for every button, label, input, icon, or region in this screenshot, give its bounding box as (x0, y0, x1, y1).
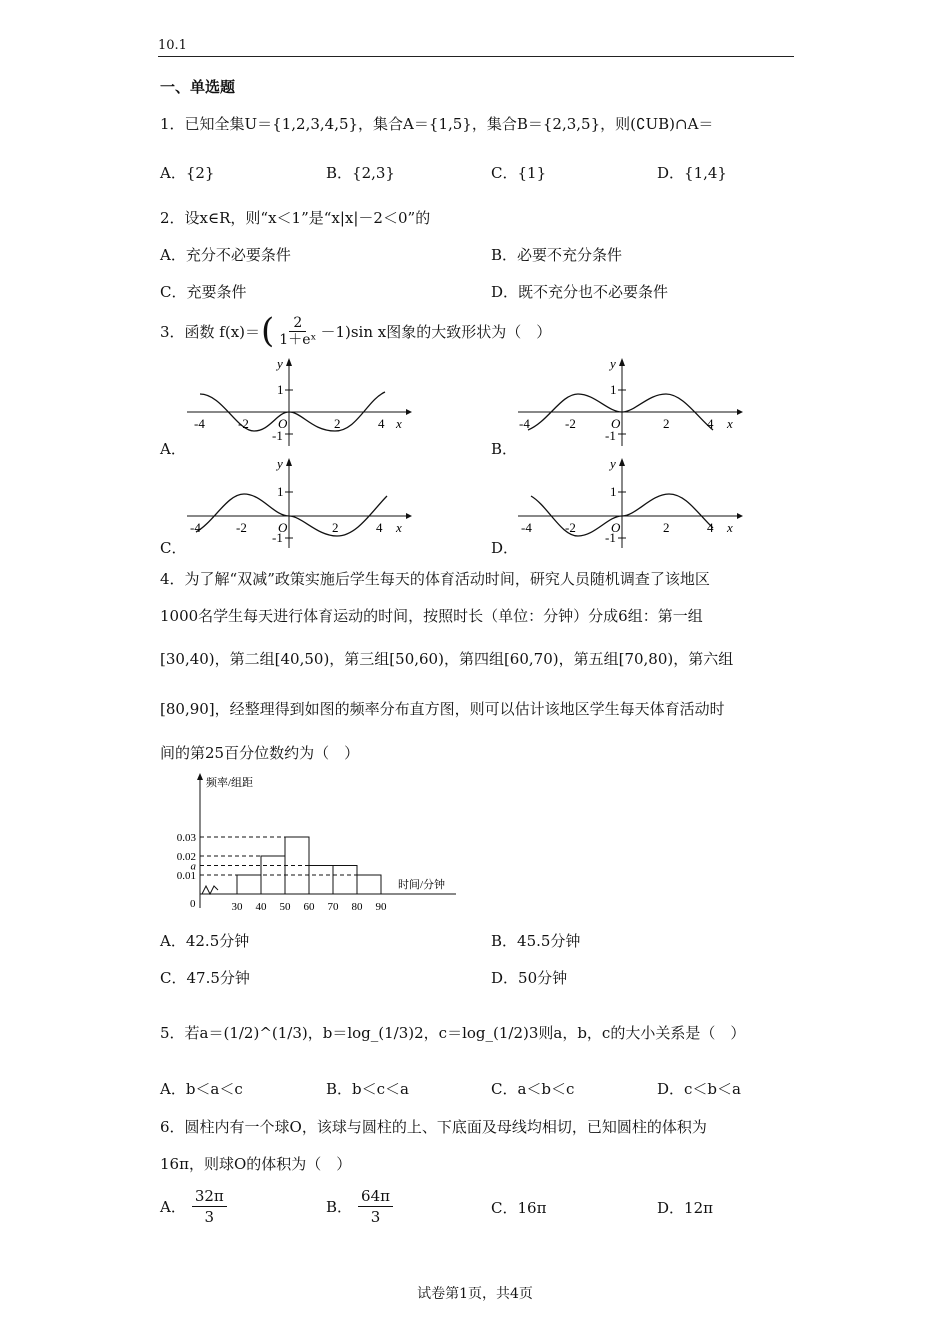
x-tick-label: 60 (303, 901, 315, 913)
origin-label: O (278, 416, 288, 431)
header-rule (158, 56, 794, 57)
y-axis-arrow (619, 458, 625, 466)
y-axis-arrow (619, 358, 625, 366)
q6-option-a-fraction (192, 1186, 227, 1227)
q6-option-a-label: A． (160, 1198, 186, 1216)
q3-option-c: C． (160, 539, 187, 557)
x-tick-label: 50 (279, 901, 291, 913)
origin-label: O (611, 416, 621, 431)
y-label: y (277, 356, 283, 371)
q6-option-a (160, 1186, 227, 1227)
q6-option-b-fraction (358, 1186, 393, 1227)
frequency-histogram (158, 772, 468, 914)
origin-label: O (611, 520, 621, 535)
q3-stem-suffix: －1)sin x图象的大致形状为（ ） (320, 322, 552, 341)
tick-x: -2 (238, 416, 249, 431)
x-axis-arrow (737, 409, 743, 415)
tick-y-neg: -1 (605, 428, 616, 443)
question-4-line-2: 1000名学生每天进行体育运动的时间，按照时长（单位：分钟）分成6组：第一组 (160, 607, 703, 625)
q3-graph-a (182, 356, 412, 448)
y-axis-arrow (286, 458, 292, 466)
hist-origin: 0 (190, 898, 196, 910)
q1-option-d: D．{1,4} (657, 164, 727, 182)
q6-option-b-den: 3 (370, 1208, 381, 1226)
hist-y-arrow (197, 773, 203, 780)
tick-y-neg: -1 (272, 530, 283, 545)
q3-option-d: D． (491, 539, 519, 557)
x-axis-arrow (406, 513, 412, 519)
x-label: x (727, 416, 733, 431)
question-6-line-2: 16π，则球O的体积为（ ） (160, 1155, 352, 1173)
tick-x: 2 (334, 416, 341, 431)
q4-option-d: D．50分钟 (491, 969, 568, 987)
section-title: 一、单选题 (160, 78, 236, 96)
hist-x-label: 时间/分钟 (398, 879, 446, 891)
question-4-line-3: [30,40)，第二组[40,50)，第三组[50,60)，第四组[60,70)，第五组[70,80)，第六组 (160, 650, 734, 668)
y-tick-label: a (190, 860, 196, 873)
q4-option-a: A．42.5分钟 (160, 932, 250, 950)
y-label: y (610, 456, 616, 471)
y-tick-label: 0.01 (176, 870, 196, 882)
tick-y-neg: -1 (272, 428, 283, 443)
tick-x: 2 (332, 520, 339, 535)
tick-x: 4 (378, 416, 385, 431)
q2-option-c: C．充要条件 (160, 283, 247, 301)
q3-stem-prefix: 3．函数 f(x)＝ (160, 322, 261, 341)
q6-option-d: D．12π (657, 1199, 713, 1217)
q3-fraction (275, 315, 320, 348)
y-tick-label: 0.02 (176, 851, 196, 863)
question-1-stem: 1．已知全集U＝{1,2,3,4,5}，集合A＝{1,5}，集合B＝{2,3,5}，则(∁UB)∩A＝ (160, 115, 714, 133)
tick-y-pos: 1 (610, 484, 617, 499)
tick-x: -2 (565, 520, 576, 535)
q2-option-b: B．必要不充分条件 (491, 246, 623, 264)
tick-y-pos: 1 (277, 382, 284, 397)
tick-x: -4 (190, 520, 201, 535)
tick-x: 4 (707, 416, 714, 431)
question-4-line-5: 间的第25百分位数约为（ ） (160, 744, 360, 762)
x-tick-label: 80 (351, 901, 363, 913)
q3-open-paren: ( (261, 311, 275, 351)
x-tick-label: 90 (375, 901, 387, 913)
q6-option-b (326, 1186, 393, 1227)
y-label: y (610, 356, 616, 371)
x-tick-label: 30 (231, 901, 243, 913)
question-4-line-4: [80,90]，经整理得到如图的频率分布直方图，则可以估计该地区学生每天体育活动时 (160, 700, 725, 718)
q3-graph-d (513, 456, 743, 548)
q6-option-a-den: 3 (204, 1208, 215, 1226)
histogram-bar (309, 866, 333, 895)
tick-x: -4 (194, 416, 205, 431)
q6-option-c: C．16π (491, 1199, 547, 1217)
tick-y-pos: 1 (610, 382, 617, 397)
axis-break (202, 886, 218, 894)
q5-option-b: B．b＜c＜a (326, 1080, 409, 1098)
tick-x: 2 (663, 416, 670, 431)
hist-y-label: 频率/组距 (206, 777, 254, 789)
q5-option-a: A．b＜a＜c (160, 1080, 243, 1098)
q4-option-b: B．45.5分钟 (491, 932, 581, 950)
q3-graph-c (182, 456, 412, 548)
q5-option-d: D．c＜b＜a (657, 1080, 741, 1098)
histogram-bar (333, 866, 357, 895)
tick-x: -4 (519, 416, 530, 431)
q3-graph-b (513, 356, 743, 448)
q6-option-b-label: B． (326, 1198, 353, 1216)
q6-option-b-num: 64π (358, 1186, 393, 1207)
question-2-stem: 2．设x∈R，则“x＜1”是“x|x|－2＜0”的 (160, 209, 431, 227)
q6-option-a-num: 32π (192, 1186, 227, 1207)
tick-x: -2 (565, 416, 576, 431)
tick-x: 4 (707, 520, 714, 535)
q3-option-a: A． (160, 440, 186, 458)
page-footer: 试卷第1页，共4页 (417, 1286, 533, 1302)
x-tick-label: 70 (327, 901, 339, 913)
question-6-line-1: 6．圆柱内有一个球O，该球与圆柱的上、下底面及母线均相切，已知圆柱的体积为 (160, 1118, 707, 1136)
x-label: x (727, 520, 733, 535)
x-tick-label: 40 (255, 901, 267, 913)
x-label: x (396, 520, 402, 535)
q3-fraction-num: 2 (289, 315, 306, 332)
y-label: y (277, 456, 283, 471)
q3-fraction-den: 1＋eˣ (279, 331, 317, 348)
tick-y-neg: -1 (605, 530, 616, 545)
q2-option-a: A．充分不必要条件 (160, 246, 291, 264)
question-5-stem: 5．若a＝(1/2)^(1/3)，b＝log_(1/3)2，c＝log_(1/2)3则a，b，c的大小关系是（ ） (160, 1024, 746, 1042)
origin-label: O (278, 520, 288, 535)
q1-option-a: A．{2} (160, 164, 215, 182)
question-4-line-1: 4．为了解“双减”政策实施后学生每天的体育活动时间，研究人员随机调查了该地区 (160, 570, 710, 588)
q3-option-b: B． (491, 440, 518, 458)
tick-x: 4 (376, 520, 383, 535)
x-axis-arrow (737, 513, 743, 519)
question-3-stem (160, 311, 552, 351)
q1-option-b: B．{2,3} (326, 164, 395, 182)
q2-option-d: D．既不充分也不必要条件 (491, 283, 669, 301)
tick-x: -2 (236, 520, 247, 535)
q5-option-c: C．a＜b＜c (491, 1080, 575, 1098)
x-axis-arrow (406, 409, 412, 415)
q4-option-c: C．47.5分钟 (160, 969, 250, 987)
tick-x: -4 (521, 520, 532, 535)
curve (196, 494, 387, 536)
histogram-bar (237, 875, 261, 894)
tick-y-pos: 1 (277, 484, 284, 499)
histogram-bar (357, 875, 381, 894)
q1-option-c: C．{1} (491, 164, 547, 182)
x-label: x (396, 416, 402, 431)
y-axis-arrow (286, 358, 292, 366)
header-label: 10.1 (158, 38, 187, 53)
tick-x: 2 (663, 520, 670, 535)
y-tick-label: 0.03 (176, 832, 196, 844)
